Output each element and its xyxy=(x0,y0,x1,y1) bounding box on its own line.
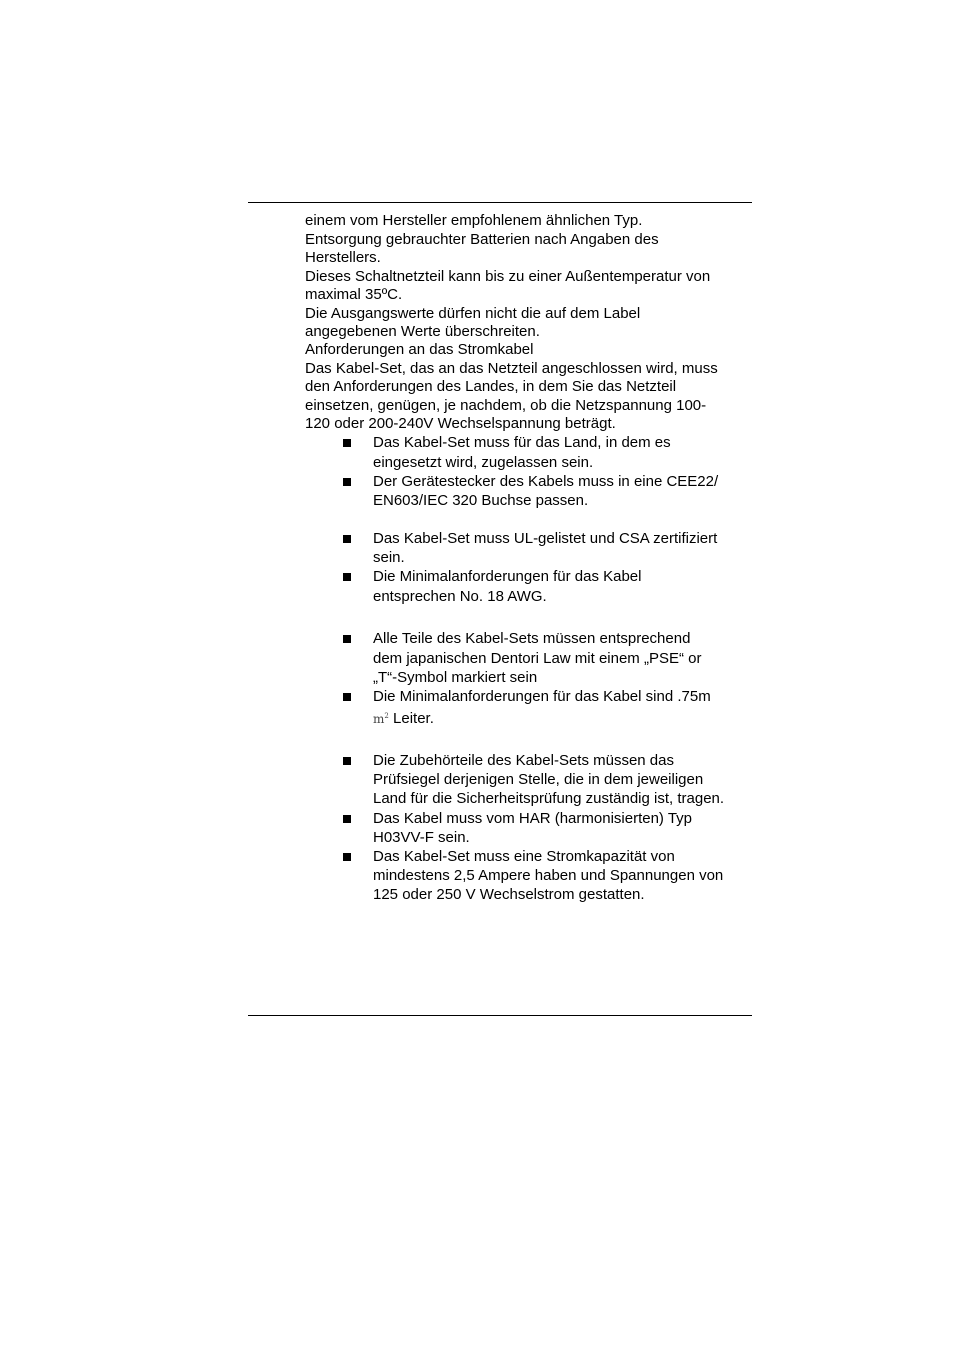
bullet-text-line: $m^2$ Leiter. xyxy=(373,710,434,727)
bullet-text-line: Das Kabel-Set muss UL-gelistet und CSA zertifiziert xyxy=(373,530,718,547)
bullet-text-line: EN603/IEC 320 Buchse passen. xyxy=(373,492,589,509)
bullet-text-line: Prüfsiegel derjenigen Stelle, die in dem jeweiligen xyxy=(373,771,704,788)
bullet-square-icon xyxy=(343,635,351,643)
bullet-square-icon xyxy=(343,853,351,861)
bullet-text-line: sein. xyxy=(373,549,405,566)
section-heading: Anforderungen an das Stromkabel xyxy=(305,341,534,358)
bullet-text-line: Land für die Sicherheitsprüfung zuständig ist, tragen. xyxy=(373,790,725,807)
bullet-text-line: Alle Teile des Kabel-Sets müssen entsprechend xyxy=(373,630,691,647)
paragraph-line: einsetzen, genügen, je nachdem, ob die Netzspannung 100- xyxy=(305,397,707,414)
paragraph-line: Dieses Schaltnetzteil kann bis zu einer Außentemperatur von xyxy=(305,268,711,285)
bullet-text-line: „T“-Symbol markiert sein xyxy=(373,669,538,686)
bullet-text-line: Die Minimalanforderungen für das Kabel xyxy=(373,568,642,585)
bullet-text-line: Die Zubehörteile des Kabel-Sets müssen das xyxy=(373,752,674,769)
bullet-text-line: mindestens 2,5 Ampere haben und Spannungen von xyxy=(373,867,724,884)
paragraph-line: den Anforderungen des Landes, in dem Sie das Netzteil xyxy=(305,378,677,395)
bullet-text-line: Das Kabel-Set muss für das Land, in dem es xyxy=(373,434,671,451)
footer-rule xyxy=(248,1015,752,1016)
paragraph-line: Das Kabel-Set, das an das Netzteil angeschlossen wird, muss xyxy=(305,360,718,377)
bullet-text-line: Die Minimalanforderungen für das Kabel sind .75m xyxy=(373,688,711,705)
paragraph-line: einem vom Hersteller empfohlenem ähnlichen Typ. xyxy=(305,212,643,229)
paragraph-line: maximal 35ºC. xyxy=(305,286,403,303)
header-rule xyxy=(248,202,752,203)
bullet-square-icon xyxy=(343,693,351,701)
bullet-square-icon xyxy=(343,535,351,543)
bullet-text-line: Das Kabel muss vom HAR (harmonisierten) Typ xyxy=(373,810,692,827)
paragraph-line: angegebenen Werte überschreiten. xyxy=(305,323,540,340)
bullet-text-line: eingesetzt wird, zugelassen sein. xyxy=(373,454,594,471)
bullet-text-line: dem japanischen Dentori Law mit einem „PSE“ or xyxy=(373,650,702,667)
square-meter-symbol: $m^2$ xyxy=(373,712,389,726)
bullet-square-icon xyxy=(343,478,351,486)
paragraph-line: Die Ausgangswerte dürfen nicht die auf dem Label xyxy=(305,305,641,322)
bullet-square-icon xyxy=(343,573,351,581)
bullet-square-icon xyxy=(343,439,351,447)
paragraph-line: Herstellers. xyxy=(305,249,381,266)
bullet-text-line: Der Gerätestecker des Kabels muss in eine CEE22/ xyxy=(373,473,719,490)
bullet-text-line: H03VV-F sein. xyxy=(373,829,470,846)
bullet-text-line: entsprechen No. 18 AWG. xyxy=(373,588,547,605)
paragraph-line: Entsorgung gebrauchter Batterien nach Angaben des xyxy=(305,231,659,248)
bullet-square-icon xyxy=(343,757,351,765)
bullet-text-line: 125 oder 250 V Wechselstrom gestatten. xyxy=(373,886,645,903)
bullet-square-icon xyxy=(343,815,351,823)
bullet-text-line: Das Kabel-Set muss eine Stromkapazität von xyxy=(373,848,675,865)
paragraph-line: 120 oder 200-240V Wechselspannung beträgt. xyxy=(305,415,616,432)
